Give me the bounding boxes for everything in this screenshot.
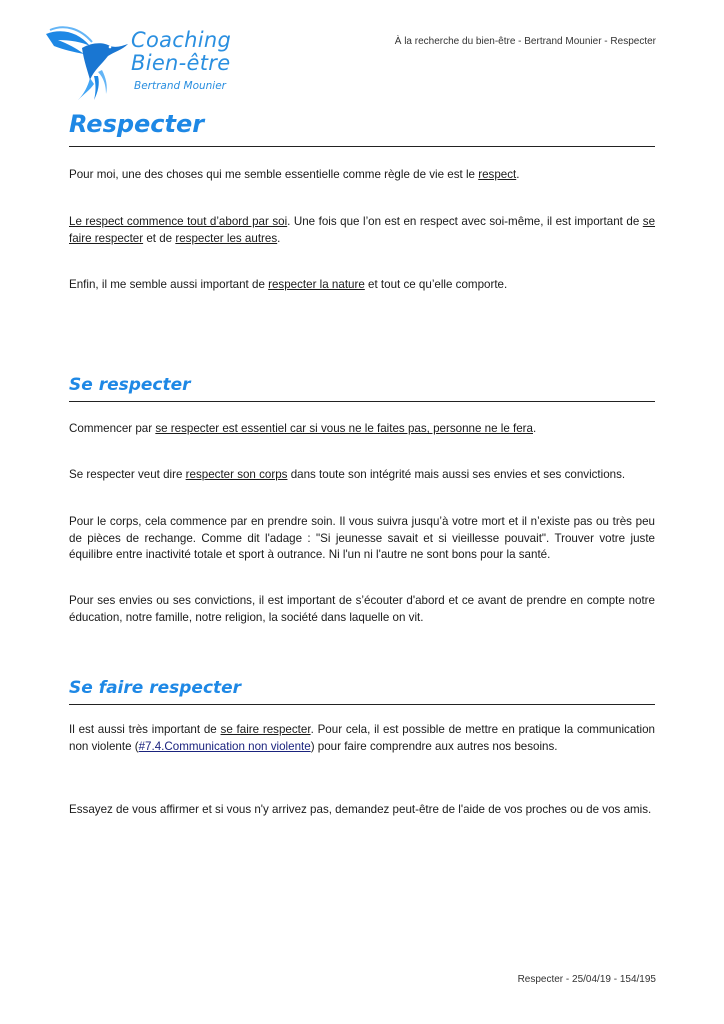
logo-text-bien-etre: Bien-être xyxy=(131,51,231,75)
link-respecter-nature[interactable]: respecter la nature xyxy=(268,278,365,291)
intro-paragraph-3: Enfin, il me semble aussi important de respecter la nature et tout ce qu’elle comporte. xyxy=(69,278,508,291)
section-heading-se-respecter: Se respecter xyxy=(69,375,655,402)
section1-paragraph-4: Pour ses envies ou ses convictions, il est important de s’écouter d'abord et ce avant de prendre en compte notre éducation, notre famille, notre religion, la société dans laquelle on vit. xyxy=(69,594,655,624)
page-title: Respecter xyxy=(69,110,655,147)
link-se-faire-respecter-2[interactable]: se faire respecter xyxy=(220,723,311,736)
link-respect-soi[interactable]: Le respect commence tout d’abord par soi xyxy=(69,215,288,228)
intro-paragraph-2: Le respect commence tout d’abord par soi. Une fois que l’on est en respect avec soi-même, il est important de se faire respecter et de respecter les autres. xyxy=(69,215,656,245)
link-respecter-autres[interactable]: respecter les autres xyxy=(175,231,278,245)
link-se-respecter-essentiel[interactable]: se respecter est essentiel car si vous ne le faites pas, personne ne le fera xyxy=(155,422,533,435)
running-head: À la recherche du bien-être - Bertrand Mounier - Respecter xyxy=(394,36,656,47)
section2-paragraph-2: Essayez de vous affirmer et si vous n'y arrivez pas, demandez peut-être de l'aide de vos proches ou de vos amis. xyxy=(69,803,652,816)
link-se-faire-respecter[interactable]: se faire respecter xyxy=(69,215,656,245)
logo-text-coaching: Coaching xyxy=(131,28,232,52)
link-communication-non-violente[interactable]: #7.4.Communication non violente xyxy=(138,739,311,753)
hummingbird-icon xyxy=(44,24,130,102)
page-footer: Respecter - 25/04/19 - 154/195 xyxy=(517,974,656,985)
section-heading-se-faire-respecter: Se faire respecter xyxy=(69,678,655,705)
section1-paragraph-3: Pour le corps, cela commence par en prendre soin. Il vous suivra jusqu’à votre mort et il n’existe pas ou très peu de pièces de rechange. Comme dit l'adage : "Si jeunesse savait et si vieillesse pouvait". Trouver votre juste équilibre entre inactivité totale et sport à outrance. Ni l'un ni l'autre ne sont bons pour la santé. xyxy=(69,515,655,561)
logo-text-author: Bertrand Mounier xyxy=(134,80,226,92)
section1-paragraph-1: Commencer par se respecter est essentiel car si vous ne le faites pas, personne ne le fera. xyxy=(69,422,537,435)
link-respecter-corps[interactable]: respecter son corps xyxy=(185,468,288,481)
intro-paragraph-1: Pour moi, une des choses qui me semble essentielle comme règle de vie est le respect. xyxy=(69,168,520,181)
logo xyxy=(44,22,244,102)
section2-paragraph-1: Il est aussi très important de se faire respecter. Pour cela, il est possible de mettre en pratique la communication non violente (#7.4.Communication non violente) pour faire comprendre aux autres nos besoins. xyxy=(69,723,655,753)
link-respect[interactable]: respect xyxy=(478,168,517,181)
section1-paragraph-2: Se respecter veut dire respecter son corps dans toute son intégrité mais aussi ses envies et ses convictions. xyxy=(69,468,626,481)
